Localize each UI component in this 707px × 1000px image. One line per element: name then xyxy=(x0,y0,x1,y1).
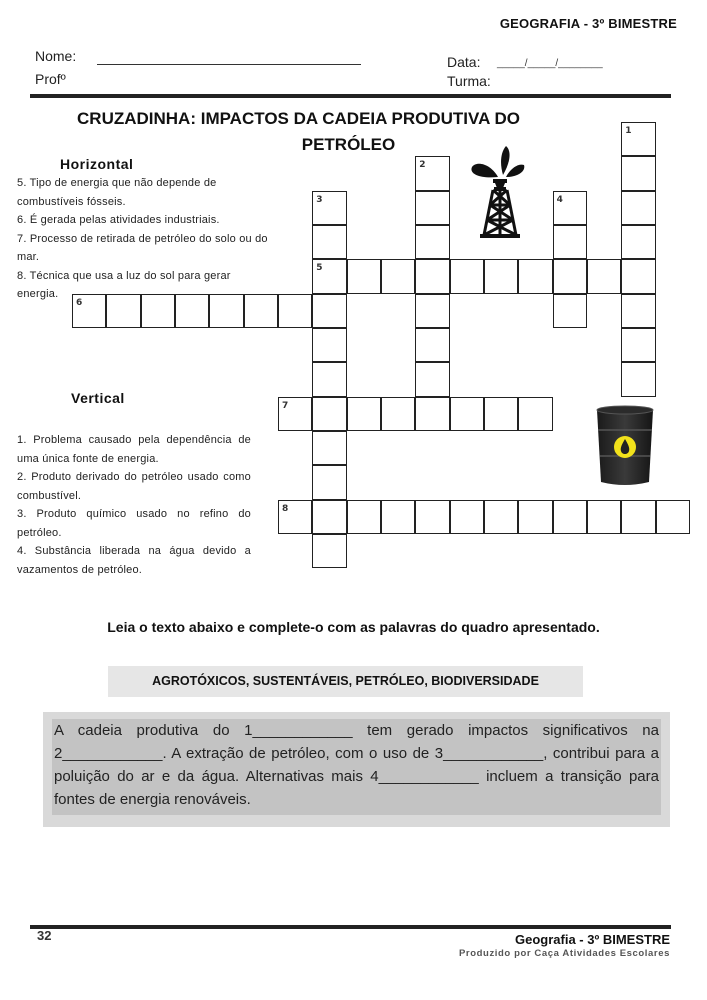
cell-number: 2 xyxy=(419,160,426,171)
crossword-cell[interactable] xyxy=(278,397,312,431)
crossword-cell[interactable] xyxy=(553,191,587,225)
clue-2: 2. Produto derivado do petróleo usado como combustível. xyxy=(17,471,251,502)
crossword-cell[interactable] xyxy=(518,397,552,431)
date-label: Data: xyxy=(447,54,481,70)
name-field[interactable] xyxy=(97,64,361,65)
title-line-2: PETRÓLEO xyxy=(301,135,396,154)
crossword-cell[interactable] xyxy=(347,500,381,534)
class-label: Turma: xyxy=(447,73,491,89)
cell-number: 4 xyxy=(556,194,563,205)
cell-number: 1 xyxy=(625,126,632,136)
date-field[interactable]: _____/_____/________ xyxy=(497,58,603,69)
cell-number: 7 xyxy=(281,400,289,411)
crossword-cell[interactable] xyxy=(415,191,449,225)
crossword-cell[interactable] xyxy=(312,431,346,465)
word-bank: AGROTÓXICOS, SUSTENTÁVEIS, PETRÓLEO, BIODIVERSIDADE xyxy=(108,666,583,697)
crossword-cell[interactable] xyxy=(484,500,518,534)
crossword-cell[interactable] xyxy=(312,534,346,568)
crossword-cell[interactable] xyxy=(209,294,243,328)
crossword-cell[interactable] xyxy=(415,225,449,259)
crossword-cell[interactable] xyxy=(621,156,655,190)
horizontal-heading: Horizontal xyxy=(60,156,134,172)
cell-number: 6 xyxy=(76,297,83,308)
crossword-cell[interactable] xyxy=(415,156,449,190)
crossword-cell[interactable] xyxy=(312,328,346,362)
crossword-cell[interactable] xyxy=(587,500,621,534)
crossword-cell[interactable] xyxy=(312,294,346,328)
exercise-instruction: Leia o texto abaixo e complete-o com as palavras do quadro apresentado. xyxy=(107,619,600,635)
crossword-cell[interactable] xyxy=(587,259,621,293)
cell-number: 8 xyxy=(281,503,289,514)
crossword-cell[interactable] xyxy=(141,294,175,328)
name-label: Nome: xyxy=(35,48,77,64)
crossword-cell[interactable] xyxy=(278,294,312,328)
crossword-cell[interactable] xyxy=(621,500,655,534)
crossword-cell[interactable] xyxy=(450,397,484,431)
crossword-cell[interactable] xyxy=(415,500,449,534)
vertical-heading: Vertical xyxy=(71,390,125,406)
crossword-cell[interactable] xyxy=(553,259,587,293)
crossword-cell[interactable] xyxy=(244,294,278,328)
crossword-cell[interactable] xyxy=(72,294,106,328)
oil-rig-icon xyxy=(470,143,530,241)
clue-1: 1. Problema causado pela dependência de uma única fonte de energia. xyxy=(17,434,251,465)
footer-subject: Geografia - 3º BIMESTRE xyxy=(515,932,670,947)
clue-7: 7. Processo de retirada de petróleo do solo ou do mar. xyxy=(17,232,268,263)
crossword-cell[interactable] xyxy=(106,294,140,328)
header-divider xyxy=(30,94,671,98)
crossword-cell[interactable] xyxy=(312,465,346,499)
clue-8: 8. Técnica que usa a luz do sol para gerar energia. xyxy=(17,269,231,300)
crossword-cell[interactable] xyxy=(621,191,655,225)
crossword-cell[interactable] xyxy=(381,397,415,431)
fill-in-paragraph: A cadeia produtiva do 1____________ tem gerado impactos significativos na 2____________. A extração de petróleo, com o uso de 3____________, contribui para a poluição do ar e da água. Alternativas mais 4____________ incluem a transição para fontes de energia renováveis. xyxy=(54,722,659,808)
crossword-cell[interactable] xyxy=(518,259,552,293)
cell-number: 3 xyxy=(316,194,323,205)
crossword-cell[interactable] xyxy=(415,362,449,396)
crossword-cell[interactable] xyxy=(312,397,346,431)
page-number: 32 xyxy=(37,928,52,943)
crossword-grid xyxy=(72,122,690,569)
crossword-cell[interactable] xyxy=(312,259,346,293)
crossword-cell[interactable] xyxy=(621,328,655,362)
crossword-cell[interactable] xyxy=(312,225,346,259)
crossword-cell[interactable] xyxy=(415,397,449,431)
crossword-cell[interactable] xyxy=(312,362,346,396)
crossword-cell[interactable] xyxy=(553,294,587,328)
crossword-cell[interactable] xyxy=(415,259,449,293)
crossword-cell[interactable] xyxy=(278,500,312,534)
oil-barrel-icon xyxy=(594,404,656,488)
crossword-cell[interactable] xyxy=(450,500,484,534)
crossword-cell[interactable] xyxy=(347,259,381,293)
crossword-cell[interactable] xyxy=(381,500,415,534)
crossword-cell[interactable] xyxy=(415,328,449,362)
cell-number: 5 xyxy=(316,263,323,274)
crossword-cell[interactable] xyxy=(518,500,552,534)
teacher-label: Profº xyxy=(35,71,66,87)
subject-header: GEOGRAFIA - 3º BIMESTRE xyxy=(499,16,677,31)
clue-6: 6. É gerada pelas atividades industriais. xyxy=(17,214,220,226)
crossword-cell[interactable] xyxy=(347,397,381,431)
crossword-cell[interactable] xyxy=(484,259,518,293)
title-line-1: CRUZADINHA: IMPACTOS DA CADEIA PRODUTIVA DO xyxy=(77,109,520,128)
clue-5: 5. Tipo de energia que não depende de combustíveis fósseis. xyxy=(17,177,217,208)
crossword-cell[interactable] xyxy=(312,500,346,534)
crossword-cell[interactable] xyxy=(381,259,415,293)
clue-3: 3. Produto químico usado no refino do petróleo. xyxy=(17,508,251,539)
crossword-cell[interactable] xyxy=(656,500,690,534)
crossword-cell[interactable] xyxy=(450,259,484,293)
clue-4: 4. Substância liberada na água devido a vazamentos de petróleo. xyxy=(17,545,251,576)
crossword-cell[interactable] xyxy=(415,294,449,328)
crossword-cell[interactable] xyxy=(621,259,655,293)
crossword-cell[interactable] xyxy=(484,397,518,431)
crossword-cell[interactable] xyxy=(621,294,655,328)
crossword-cell[interactable] xyxy=(553,500,587,534)
crossword-cell[interactable] xyxy=(621,225,655,259)
footer-credit: Produzido por Caça Atividades Escolares xyxy=(459,948,670,959)
crossword-cell[interactable] xyxy=(175,294,209,328)
crossword-cell[interactable] xyxy=(312,191,346,225)
crossword-cell[interactable] xyxy=(553,225,587,259)
crossword-cell[interactable] xyxy=(621,122,655,156)
footer-divider xyxy=(30,925,671,929)
crossword-cell[interactable] xyxy=(621,362,655,396)
